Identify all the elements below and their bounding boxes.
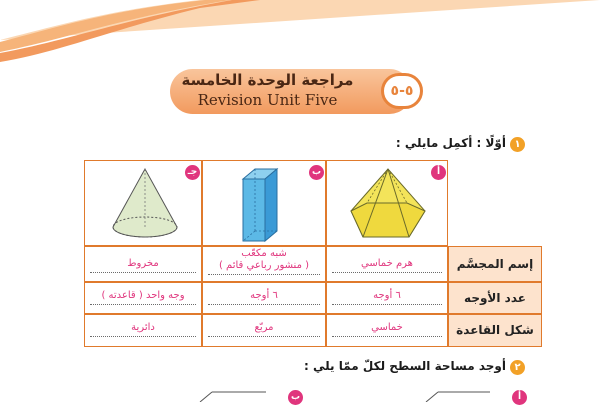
pyramid-cell	[326, 160, 448, 246]
prism-cell	[202, 160, 326, 246]
badge-a: أ	[431, 165, 446, 180]
question-1-number: ١	[510, 137, 525, 152]
prism-figure	[235, 165, 295, 245]
answer-cone-base: دائرية	[131, 322, 155, 333]
unit-number-badge: ٥-٥	[381, 73, 423, 109]
title-arabic: مراجعة الوحدة الخامسة	[181, 71, 354, 89]
title-english: Revision Unit Five	[197, 91, 338, 109]
pyramid-figure	[345, 165, 431, 245]
row-label-faces: عدد الأوجه	[448, 282, 542, 314]
badge-b: ب	[309, 165, 324, 180]
answer-prism-faces: ٦ أوجه	[250, 290, 278, 301]
row-label-name: إسم المجسَّم	[448, 246, 542, 282]
answer-prism-base: مربّع	[254, 322, 274, 333]
dotted-line	[208, 304, 320, 305]
cone-cell	[84, 160, 202, 246]
question-2-number: ٢	[510, 360, 525, 375]
answer-pyramid-name: هرم خماسي	[361, 258, 413, 269]
dotted-line	[332, 304, 442, 305]
cone-figure	[105, 167, 185, 243]
dotted-line	[90, 272, 196, 273]
shapes-row	[84, 160, 448, 246]
question-2-text: أوجد مساحة السطح لكلّ ممّا يلي :	[304, 359, 506, 373]
box-figure-a	[420, 388, 500, 402]
header-ribbon	[0, 0, 600, 70]
badge-q2-b: ب	[288, 390, 303, 405]
dotted-line	[208, 336, 320, 337]
dotted-line	[90, 304, 196, 305]
row-label-base: شكل القاعدة	[448, 314, 542, 347]
dotted-line	[332, 272, 442, 273]
dotted-line	[332, 336, 442, 337]
badge-q2-a: أ	[512, 390, 527, 405]
answer-pyramid-faces: ٦ أوجه	[373, 290, 401, 301]
answer-cone-faces: وجه واحد ( قاعدته )	[101, 290, 185, 301]
answer-pyramid-base: خماسي	[371, 322, 403, 333]
dotted-line	[90, 336, 196, 337]
badge-c: جـ	[185, 165, 200, 180]
question-1-text: أوّلًا : أكمِل مايلي :	[395, 136, 506, 150]
answer-prism-name: شبه مكعّب ( منشور رباعي قائم )	[218, 248, 310, 271]
dotted-line	[208, 274, 320, 275]
answer-cone-name: مخروط	[127, 258, 159, 269]
box-figure-b	[190, 388, 270, 402]
